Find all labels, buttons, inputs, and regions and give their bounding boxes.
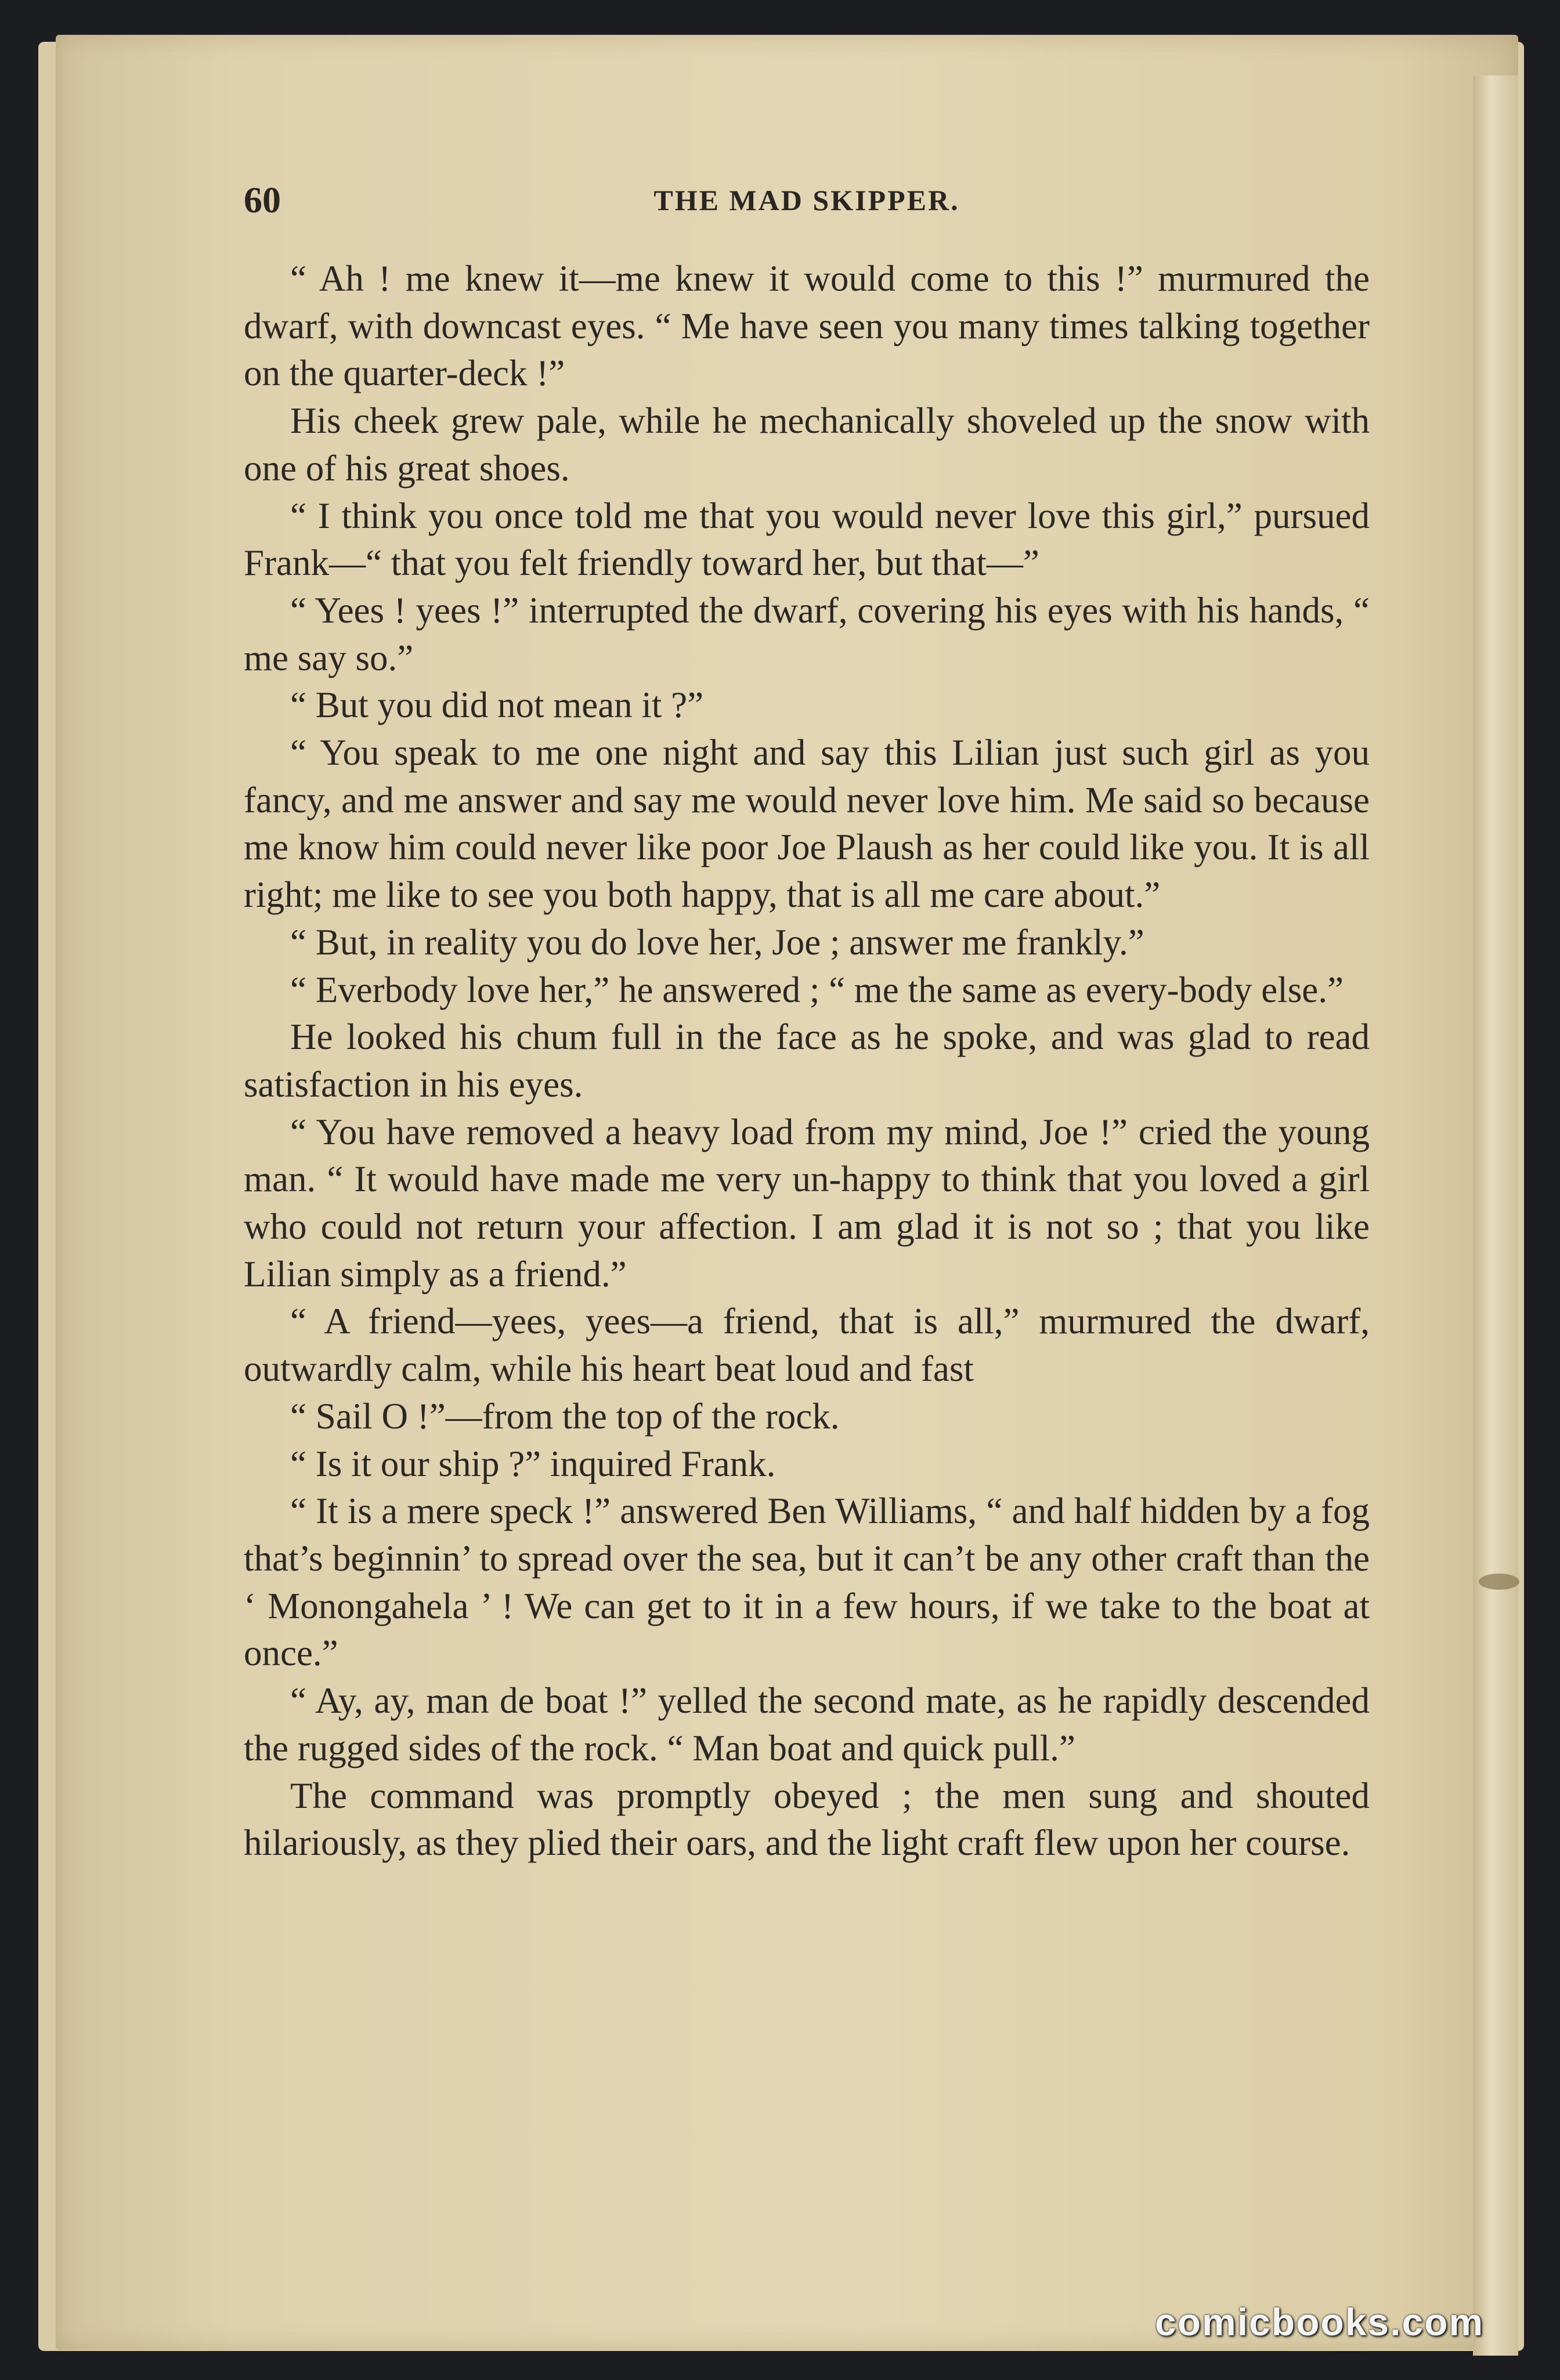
paragraph: “ Yees ! yees !” interrupted the dwarf, covering his eyes with his hands, “ me say so.”: [244, 589, 1370, 678]
page-number: 60: [244, 179, 281, 220]
paragraph: “ I think you once told me that you would never love this girl,” pursued Frank—“ that you felt friendly toward her, but that—”: [244, 495, 1370, 584]
paragraph: His cheek grew pale, while he mechanically shoveled up the snow with one of his great shoes.: [244, 400, 1370, 489]
page-header: [244, 174, 1370, 226]
paragraph: “ Ay, ay, man de boat !” yelled the second mate, as he rapidly descended the rugged sides of the rock. “ Man boat and quick pull.”: [244, 1680, 1370, 1768]
text-body: [244, 255, 1370, 1867]
paragraph: “ You speak to me one night and say this Lilian just such girl as you fancy, and me answer and say me would never love him. Me said so because me know him could never like poor Joe Plaush as her could like you. It is all right; me like to see you both happy, that is all me care about.”: [244, 732, 1370, 916]
paragraph: “ Everbody love her,” he answered ; “ me the same as every-body else.”: [290, 969, 1344, 1010]
paragraph: “ Is it our ship ?” inquired Frank.: [290, 1443, 776, 1484]
page-edge: [1473, 75, 1518, 2356]
paragraph: “ It is a mere speck !” answered Ben Williams, “ and half hidden by a fog that’s beginnin’ to spread over the sea, but it can’t be any other craft than the ‘ Monongahela ’ ! We can get to it in a few hours, if we take to the boat at once.”: [244, 1491, 1370, 1674]
paragraph: “ Ah ! me knew it—me knew it would come to this !” murmured the dwarf, with downcast eyes. “ Me have seen you many times talking together on the quarter-deck !”: [244, 258, 1370, 394]
paragraph: He looked his chum full in the face as he spoke, and was glad to read satisfaction in his eyes.: [244, 1017, 1370, 1105]
running-title: THE MAD SKIPPER.: [653, 184, 960, 216]
paragraph: “ Sail O !”—from the top of the rock.: [290, 1395, 840, 1437]
paragraph: “ A friend—yees, yees—a friend, that is all,” murmured the dwarf, outwardly calm, while his heart beat loud and fast: [244, 1301, 1370, 1390]
paragraph: “ But you did not mean it ?”: [290, 685, 704, 726]
paragraph: “ But, in reality you do love her, Joe ; answer me frankly.”: [290, 921, 1144, 963]
binding-mark: [1479, 1574, 1519, 1590]
paragraph: The command was promptly obeyed ; the men sung and shouted hilariously, as they plied their oars, and the light craft flew upon her course.: [244, 1775, 1370, 1864]
paragraph: “ You have removed a heavy load from my mind, Joe !” cried the young man. “ It would have made me very un-happy to think that you loved a girl who could not return your affection. I am glad it is not so ; that you like Lilian simply as a friend.”: [244, 1111, 1370, 1294]
watermark: comicbooks.com: [1155, 2301, 1485, 2343]
